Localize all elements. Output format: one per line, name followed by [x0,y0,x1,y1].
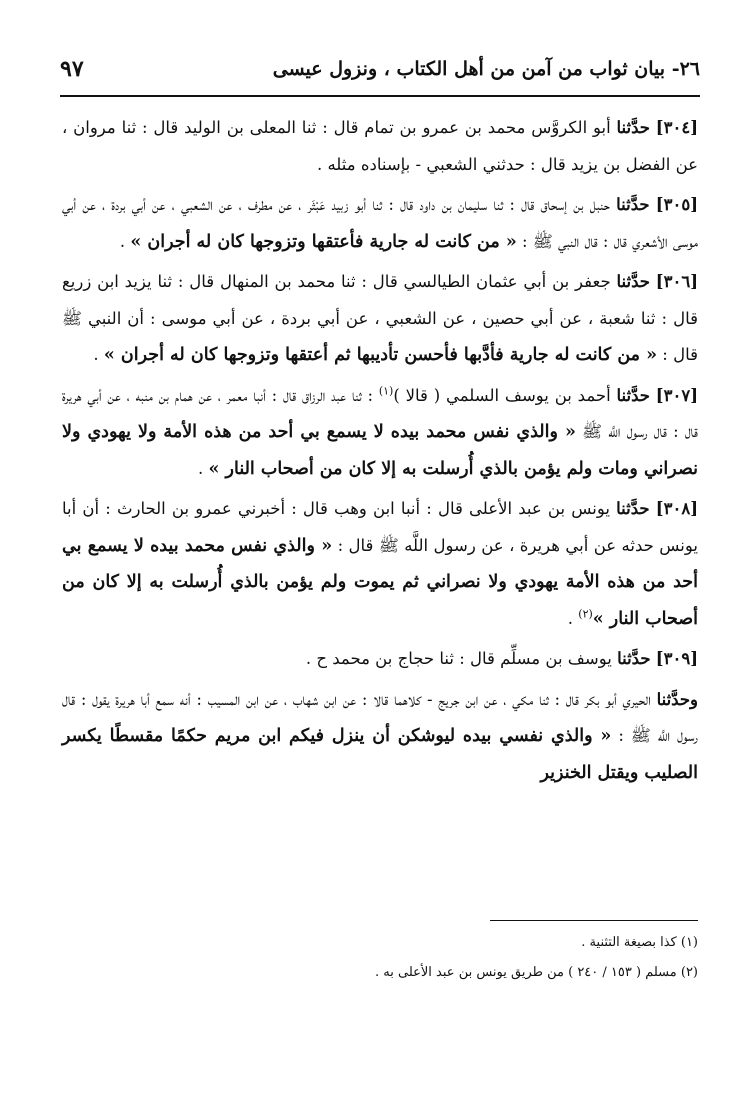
hadith-matn: « من كانت له جارية فأدَّبها فأحسن تأديبها ثم أعتقها وتزوجها كان له أجران » [103,345,658,365]
hadith-number: [٣٠٤] [655,118,699,137]
hadith-text: الحيري أبو بكر قال : ثنا مكي ، عن ابن جريج - كلاهما قالا : عن ابن شهاب ، عن ابن المسيب : أنه سمع أبا هريرة يقول : قال رسول اللَّه ﷺ : [62,689,698,745]
hadith-text: يوسف بن مسلِّم قال : ثنا حجاج بن محمد ح . [305,649,612,668]
hadith-lead: حدَّثنا [616,272,650,291]
hadith-text: أبو الكروَّس محمد بن عمرو بن تمام قال : ثنا المعلى بن الوليد قال : ثنا مروان ، عن الفضل بن يزيد قال : حدثني الشعبي - بإسناده مثله . [62,118,698,174]
hadith-text: جعفر بن أبي عثمان الطيالسي قال : ثنا محمد بن المنهال قال : ثنا يزيد ابن زريع قال : ثنا شعبة ، عن أبي حصين ، عن الشعبي ، عن أبي بردة ، عن أبي موسى : أن النبي ﷺ قال : [62,272,698,364]
hadith-lead: وحدَّثنا [656,689,699,709]
hadith-lead: حدَّثنا [617,649,651,668]
hadith-305 [62,187,698,260]
page-header [60,54,700,94]
footnote-1: (١) كذا بصيغة التثنية . [581,935,698,950]
hadith-number: [٣٠٧] [655,385,699,405]
hadith-matn: « والذي نفس محمد بيده لا يسمع بي أحد من هذه الأمة ولا يهودي ولا نصراني ومات ولم يؤمن بالذي أُرسلت به إلا كان من أصحاب النار » [62,422,698,479]
hadith-308 [62,491,698,637]
hadith-number: [٣٠٨] [655,499,698,518]
hadith-lead: حدَّثنا [616,118,650,137]
hadith-309 [62,641,698,678]
hadith-306 [62,264,698,374]
hadith-matn: « والذي نفسي بيده ليوشكن أن ينزل فيكم ابن مريم حكمًا مقسطًا يكسر الصليب ويقتل الخنزير [62,726,698,783]
hadith-tail: . [119,231,131,251]
hadith-tail: . [567,608,579,628]
hadith-307 [62,378,698,488]
hadith-lead: حدَّثنا [616,499,650,518]
hadith-tail: . [93,345,104,364]
hadith-matn: « والذي نفس محمد بيده لا يسمع بي أحد من هذه الأمة يهودي ولا نصراني ثم يموت ولم يؤمن بالذي أُرسلت به إلا كان من أصحاب النار » [62,535,698,629]
hadith-304 [62,110,698,183]
footnote-divider [490,920,698,921]
hadith-lead: حدَّثنا [616,195,650,214]
hadith-309-second-chain [62,682,698,792]
header-divider [60,95,700,97]
hadith-lead: حدَّثنا [616,385,650,405]
footnote-ref[interactable]: (١) [378,384,394,397]
hadith-text: يونس بن عبد الأعلى قال : أنبا ابن وهب قال : أخبرني عمرو بن الحارث : أن أبا يونس حدثه عن أبي هريرة ، عن رسول اللَّه ﷺ قال : [62,499,698,555]
page-body [62,110,698,795]
hadith-text-cont: : ثنا عبد الرزاق قال : أنبا معمر ، عن همام بن منبه ، عن أبي هريرة قال : قال رسول اللَّه ﷺ [62,385,698,441]
hadith-number: [٣٠٩] [655,649,698,668]
hadith-matn: « من كانت له جارية فأعتقها وتزوجها كان له أجران » [130,231,517,252]
hadith-tail: . [198,458,209,478]
footnote-2: (٢) مسلم ( ١٥٣ / ٢٤٠ ) من طريق يونس بن عبد الأعلى به . [375,965,698,980]
footnote-ref[interactable]: (٢) [578,607,593,620]
footnotes [62,928,698,988]
page-number: ٩٧ [60,56,84,82]
hadith-text: أحمد بن يوسف السلمي ( قالا ) [393,385,611,405]
hadith-text: حنبل بن إسحاق قال : ثنا سليمان بن داود قال : ثنا أبو زبيد عَبْثَر ، عن مطرف ، عن الشعبي ، عن أبي بردة ، عن أبي موسى الأشعري قال : قال النبي ﷺ : [62,195,698,251]
chapter-title: ٢٦- بيان ثواب من آمن من أهل الكتاب ، ونزول عيسى [272,58,700,80]
hadith-number: [٣٠٥] [655,195,699,214]
hadith-number: [٣٠٦] [655,272,699,291]
